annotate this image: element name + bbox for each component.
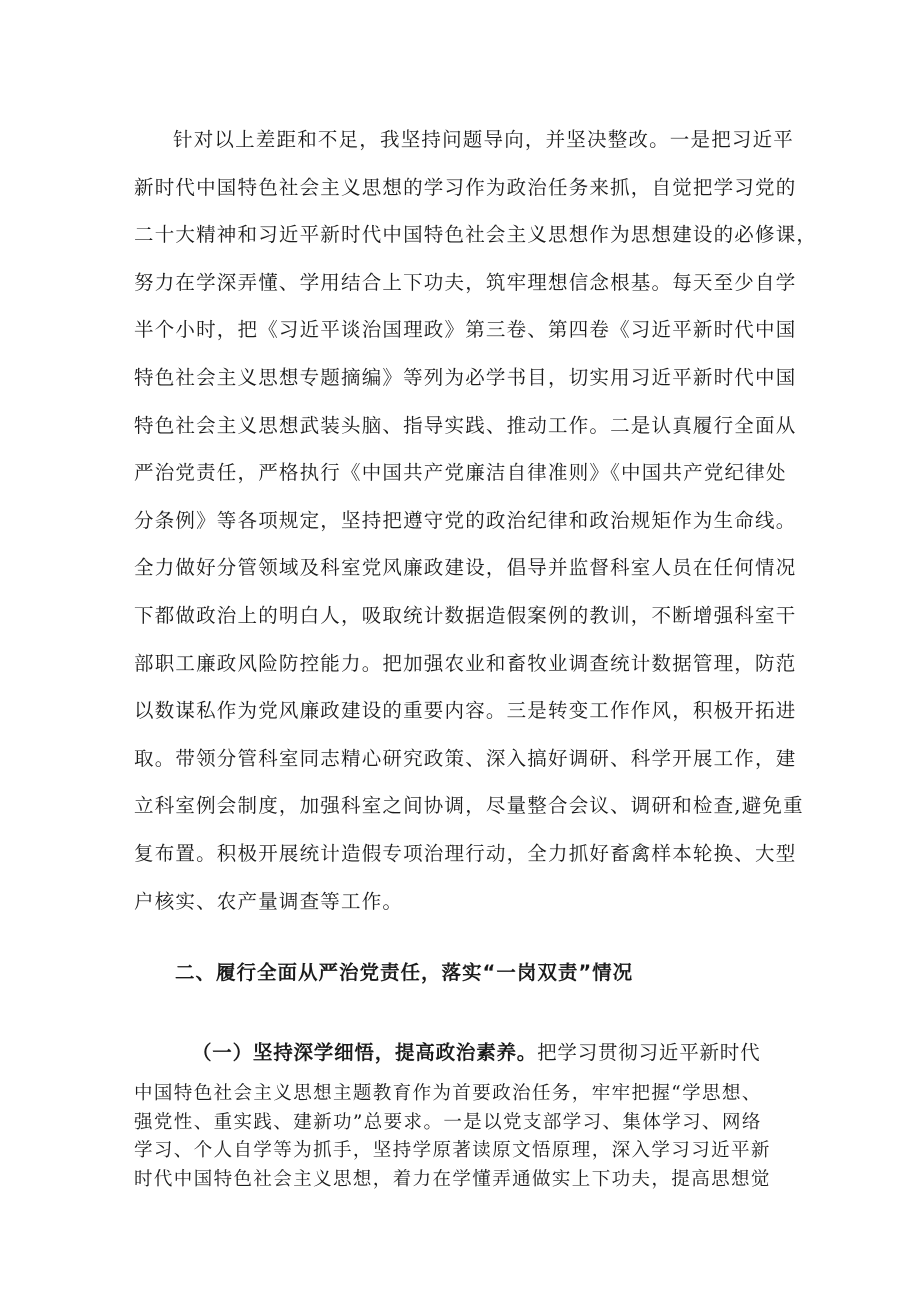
subsection-text: 把学习贯彻习近平新时代 [537,1041,761,1064]
paragraph-line: 针对以上差距和不足，我坚持问题导向，并坚决整改。一是把习近平 [173,128,795,151]
paragraph-line: 中国特色社会主义思想主题教育作为首要政治任务，牢牢把握“学思想、 [134,1083,762,1104]
paragraph-study [134,1080,794,1194]
paragraph-line: 特色社会主义思想专题摘编》等列为必学书目，切实用习近平新时代中国 [134,365,797,389]
paragraph-line: 强党性、重实践、建新功”总要求。一是以党支部学习、集体学习、网络 [134,1111,762,1133]
paragraph-line: 二十大精神和习近平新时代中国特色社会主义思想作为思想建设的必修课， [134,223,818,247]
paragraph-line: 户核实、农产量调查等工作。 [134,889,404,913]
paragraph-line: 下都做政治上的明白人，吸取统计数据造假案例的教训，不断增强科室干 [134,603,797,627]
paragraph-rectification [134,116,818,925]
paragraph-line: 分条例》等各项规定，坚持把遵守党的政治纪律和政治规矩作为生命线。 [134,508,797,532]
paragraph-line: 半个小时，把《习近平谈治国理政》第三卷、第四卷《习近平新时代中国 [134,318,797,342]
paragraph-line: 立科室例会制度，加强科室之间协调，尽量整合会议、调研和检查,避免重 [134,794,804,818]
paragraph-line: 取。带领分管科室同志精心研究政策、深入搞好调研、科学开展工作，建 [134,746,797,770]
subsection-title: （一）坚持深学细悟，提高政治素养。 [192,1041,538,1064]
paragraph-line: 新时代中国特色社会主义思想的学习作为政治任务来抓，自觉把学习党的 [134,175,797,199]
paragraph-line: 学习、个人自学等为抓手，坚持学原著读原文悟原理，深入学习习近平新 [134,1140,771,1161]
paragraph-line: 努力在学深弄懂、学用结合上下功夫，筑牢理想信念根基。每天至少自学 [134,270,797,294]
paragraph-line: 时代中国特色社会主义思想，着力在学懂弄通做实上下功夫，提高思想觉 [134,1168,771,1190]
paragraph-line: 以数谋私作为党风廉政建设的重要内容。三是转变工作作风，积极开拓进 [134,699,797,723]
paragraph-line: 复布置。积极开展统计造假专项治理行动，全力抓好畜禽样本轮换、大型 [134,841,797,865]
subsection-first-line [192,1035,760,1071]
section-heading: 二、履行全面从严治党责任，落实“一岗双责”情况 [175,961,634,984]
paragraph-line: 特色社会主义思想武装头脑、指导实践、推动工作。二是认真履行全面从 [134,413,797,437]
paragraph-line: 部职工廉政风险防控能力。把加强农业和畜牧业调查统计数据管理，防范 [134,651,797,675]
paragraph-line: 全力做好分管领域及科室党风廉政建设，倡导并监督科室人员在任何情况 [134,556,797,580]
paragraph-line: 严治党责任，严格执行《中国共产党廉洁自律准则》《中国共产党纪律处 [134,461,787,485]
